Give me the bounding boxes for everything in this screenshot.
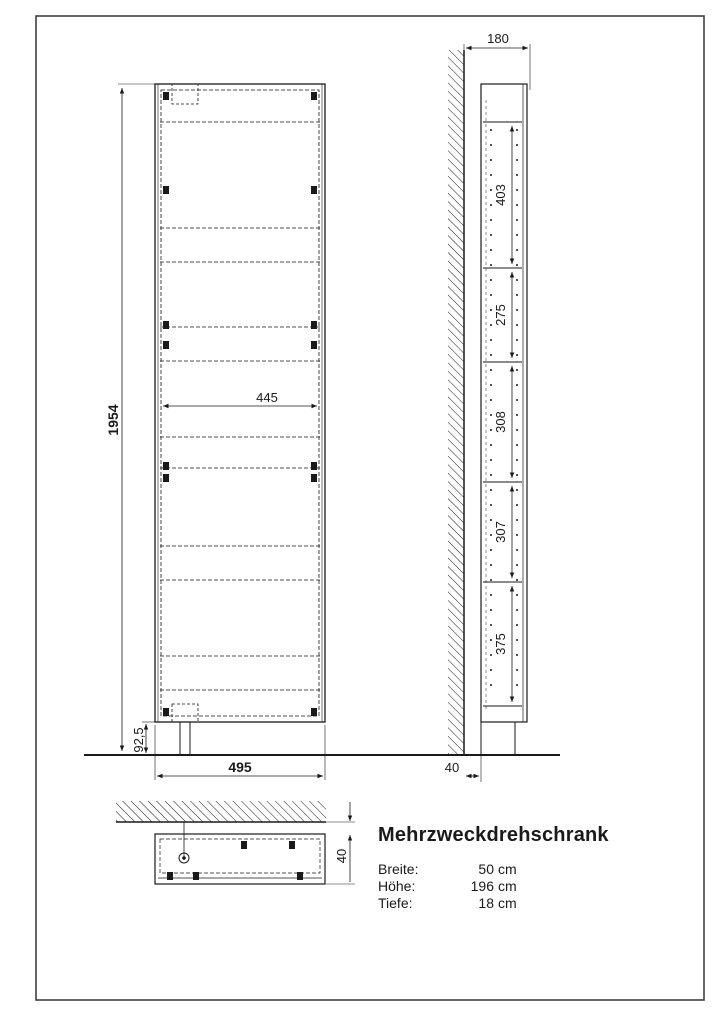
- side-cabinet-outline: [481, 84, 527, 722]
- pinhole-icon: [516, 234, 518, 236]
- top-mount-bracket: [172, 84, 198, 104]
- pinhole-icon: [516, 519, 518, 521]
- foot-dimension-label: 92,5: [131, 727, 146, 753]
- pinhole-icon: [490, 489, 492, 491]
- spec-list: [378, 861, 678, 912]
- side-pinhole-group: [490, 129, 518, 686]
- pinhole-icon: [516, 654, 518, 656]
- pinhole-icon: [490, 654, 492, 656]
- pinhole-icon: [516, 174, 518, 176]
- spacing-dimension-label: 375: [493, 633, 508, 655]
- pinhole-icon: [490, 324, 492, 326]
- hinge-icon: [163, 474, 169, 482]
- pinhole-icon: [490, 129, 492, 131]
- pinhole-icon: [490, 399, 492, 401]
- pinhole-icon: [490, 429, 492, 431]
- pinhole-icon: [516, 549, 518, 551]
- pinhole-icon: [516, 339, 518, 341]
- spacing-dimension-label: 308: [493, 411, 508, 433]
- spacing-dimension-label: 403: [493, 184, 508, 206]
- hinge-icon: [311, 92, 317, 100]
- pinhole-icon: [490, 354, 492, 356]
- front-view: [105, 84, 325, 780]
- spec-row: [378, 895, 678, 912]
- hinge-icon: [193, 872, 199, 880]
- pinhole-icon: [516, 564, 518, 566]
- pinhole-icon: [516, 579, 518, 581]
- pinhole-icon: [490, 639, 492, 641]
- pinhole-icon: [516, 204, 518, 206]
- pinhole-icon: [516, 309, 518, 311]
- spacing-dimension-group: [493, 126, 512, 702]
- spacing-dimension-label: 307: [493, 521, 508, 543]
- pinhole-icon: [490, 294, 492, 296]
- hinge-icon: [311, 321, 317, 329]
- spec-value: 18: [478, 895, 494, 911]
- pinhole-icon: [516, 324, 518, 326]
- pinhole-icon: [516, 504, 518, 506]
- hinge-icon: [163, 186, 169, 194]
- pinhole-icon: [490, 204, 492, 206]
- pinhole-icon: [490, 249, 492, 251]
- product-title: Mehrzweckdrehschrank: [378, 824, 609, 846]
- wall-hatch: [448, 50, 464, 755]
- pinhole-icon: [490, 219, 492, 221]
- spec-unit: cm: [498, 895, 517, 911]
- spec-unit: cm: [498, 861, 517, 877]
- pinhole-icon: [490, 594, 492, 596]
- spec-label: Tiefe:: [378, 895, 413, 911]
- spec-unit: cm: [498, 878, 517, 894]
- bottom-mount-bracket: [172, 704, 198, 722]
- pinhole-icon: [490, 309, 492, 311]
- pinhole-icon: [516, 384, 518, 386]
- top-view: [116, 801, 355, 884]
- pinhole-icon: [516, 279, 518, 281]
- pinhole-icon: [490, 444, 492, 446]
- wall-gap-dimension-label: 40: [444, 760, 460, 775]
- pinhole-icon: [516, 444, 518, 446]
- title-block: [378, 824, 678, 912]
- hinge-icon: [297, 872, 303, 880]
- pinhole-icon: [516, 639, 518, 641]
- pinhole-icon: [516, 144, 518, 146]
- pinhole-icon: [490, 474, 492, 476]
- pinhole-icon: [516, 669, 518, 671]
- pinhole-icon: [490, 669, 492, 671]
- pinhole-icon: [490, 159, 492, 161]
- width-dimension-label: 495: [228, 759, 252, 775]
- height-dimension-label: 1954: [105, 404, 121, 436]
- pinhole-icon: [516, 414, 518, 416]
- pinhole-icon: [516, 399, 518, 401]
- side-foot: [481, 722, 515, 755]
- pinhole-icon: [516, 609, 518, 611]
- pinhole-icon: [490, 534, 492, 536]
- spec-label: Breite:: [378, 861, 419, 877]
- pinhole-icon: [516, 369, 518, 371]
- hinge-icon: [289, 841, 295, 849]
- pinhole-icon: [490, 339, 492, 341]
- pinhole-icon: [516, 474, 518, 476]
- pinhole-icon: [490, 579, 492, 581]
- pinhole-icon: [490, 504, 492, 506]
- spec-label: Höhe:: [378, 878, 416, 894]
- pinhole-icon: [516, 534, 518, 536]
- hinge-icon: [311, 462, 317, 470]
- pinhole-icon: [490, 414, 492, 416]
- pinhole-icon: [490, 564, 492, 566]
- spacing-dimension-label: 275: [493, 304, 508, 326]
- pinhole-icon: [490, 189, 492, 191]
- foot: [180, 722, 190, 755]
- hinge-icon: [163, 708, 169, 716]
- pinhole-icon: [516, 129, 518, 131]
- pinhole-icon: [516, 159, 518, 161]
- pinhole-icon: [516, 594, 518, 596]
- pinhole-icon: [516, 624, 518, 626]
- hinge-icon: [167, 872, 173, 880]
- pinhole-icon: [490, 684, 492, 686]
- pinhole-icon: [490, 174, 492, 176]
- pinhole-icon: [516, 189, 518, 191]
- hinge-icon: [311, 708, 317, 716]
- hinge-icon: [163, 341, 169, 349]
- cabinet-inner-outline: [161, 90, 319, 716]
- pinhole-icon: [516, 684, 518, 686]
- pinhole-icon: [490, 279, 492, 281]
- pinhole-icon: [516, 249, 518, 251]
- spec-row: [378, 861, 678, 878]
- hinge-icon: [311, 341, 317, 349]
- top-hinge-group: [167, 841, 303, 880]
- top-depth-dimension-label: 40: [334, 848, 349, 864]
- pinhole-icon: [490, 369, 492, 371]
- hinge-group: [163, 92, 317, 716]
- inner-width-dimension-label: 445: [256, 390, 278, 405]
- hinge-icon: [241, 841, 247, 849]
- cabinet-outline: [155, 84, 325, 722]
- pinhole-icon: [516, 219, 518, 221]
- pinhole-icon: [490, 459, 492, 461]
- hinge-icon: [311, 186, 317, 194]
- pinhole-icon: [516, 459, 518, 461]
- hinge-icon: [163, 92, 169, 100]
- depth-dimension-label: 180: [487, 31, 509, 46]
- pinhole-icon: [490, 519, 492, 521]
- hinge-icon: [163, 462, 169, 470]
- pinhole-icon: [490, 609, 492, 611]
- pinhole-icon: [490, 384, 492, 386]
- spec-row: [378, 878, 678, 895]
- pinhole-icon: [516, 264, 518, 266]
- pinhole-icon: [516, 294, 518, 296]
- pinhole-icon: [490, 624, 492, 626]
- side-view: [445, 31, 530, 782]
- pinhole-icon: [490, 264, 492, 266]
- hinge-icon: [163, 321, 169, 329]
- hinge-icon: [311, 474, 317, 482]
- pinhole-icon: [516, 489, 518, 491]
- pinhole-icon: [516, 429, 518, 431]
- spec-value: 50: [478, 861, 494, 877]
- pinhole-icon: [490, 144, 492, 146]
- pinhole-icon: [490, 234, 492, 236]
- top-wall-hatch: [116, 801, 326, 822]
- pinhole-icon: [490, 549, 492, 551]
- spec-value: 196: [470, 878, 494, 894]
- pinhole-icon: [516, 354, 518, 356]
